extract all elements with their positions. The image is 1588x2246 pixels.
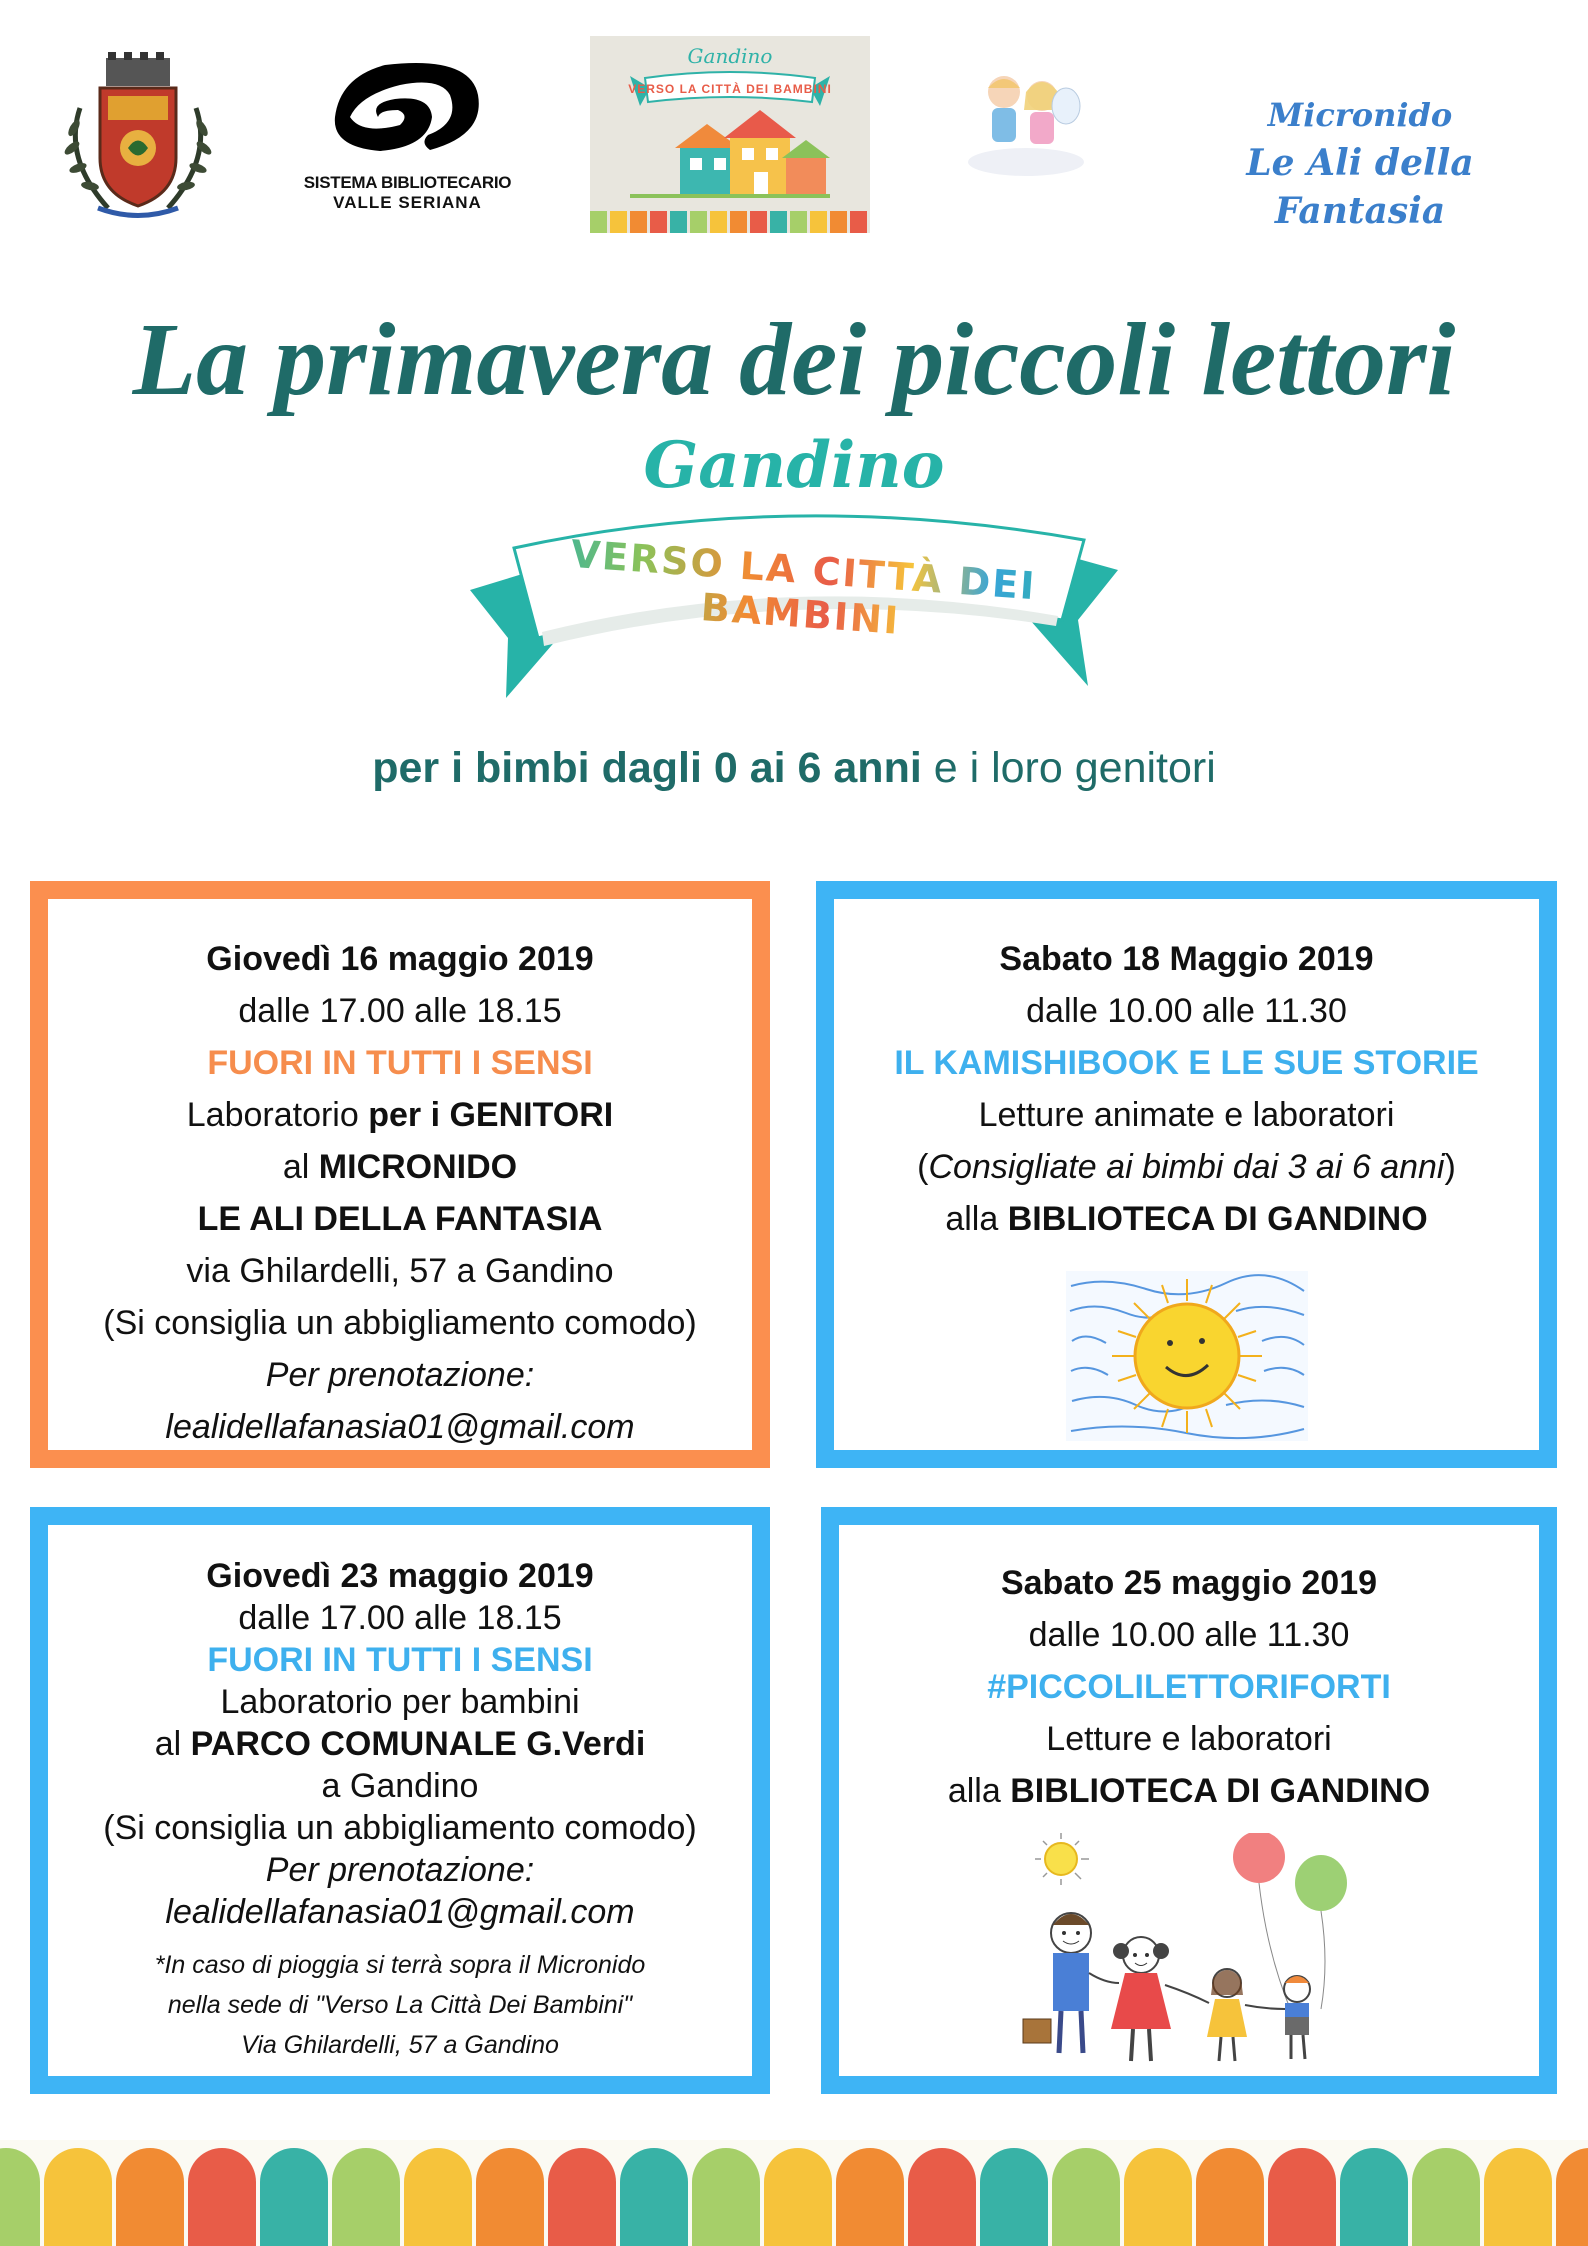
event-line-workshop: Laboratorio per bambini bbox=[220, 1683, 580, 1721]
event-name: FUORI IN TUTTI I SENSI bbox=[207, 1641, 593, 1679]
subtitle-rest: e i loro genitori bbox=[921, 744, 1216, 792]
event-place: alla BIBLIOTECA DI GANDINO bbox=[945, 1200, 1428, 1238]
event-time: dalle 10.00 alle 11.30 bbox=[1028, 1616, 1350, 1654]
kids-on-cloud-logo bbox=[962, 62, 1090, 180]
rain-note-line1: *In caso di pioggia si terrà sopra il Micronido bbox=[154, 1951, 646, 1979]
micronido-line2: Le Ali della Fantasia bbox=[1246, 142, 1474, 232]
event-line-workshop: Laboratorio per i GENITORI bbox=[186, 1096, 614, 1134]
event-line-location: al MICRONIDO bbox=[282, 1148, 518, 1186]
event-name: IL KAMISHIBOOK E LE SUE STORIE bbox=[894, 1044, 1479, 1082]
event-place: al PARCO COMUNALE G.Verdi bbox=[154, 1725, 646, 1763]
micronido-line1: Micronido bbox=[1267, 96, 1453, 134]
banner-gandino-script: Gandino bbox=[643, 428, 945, 503]
event-date: Sabato 18 Maggio 2019 bbox=[999, 940, 1374, 978]
event-date: Giovedì 23 maggio 2019 bbox=[206, 1557, 594, 1595]
sistema-bibliotecario-logo bbox=[300, 55, 515, 215]
verso-la-citta-banner bbox=[462, 420, 1126, 700]
event-date: Sabato 25 maggio 2019 bbox=[1000, 1564, 1378, 1602]
event-booking-email[interactable]: lealidellafanasia01@gmail.com bbox=[165, 1408, 635, 1446]
event-address: via Ghilardelli, 57 a Gandino bbox=[186, 1252, 614, 1290]
event-time: dalle 10.00 alle 11.30 bbox=[1026, 992, 1347, 1030]
event-line-venue: LE ALI DELLA FANTASIA bbox=[197, 1200, 603, 1238]
family-drawing-illustration bbox=[1009, 1833, 1369, 2088]
event-name: FUORI IN TUTTI I SENSI bbox=[207, 1044, 593, 1082]
micronido-logo bbox=[1170, 95, 1550, 235]
verso-la-citta-logo bbox=[590, 36, 870, 233]
rain-note-line2: nella sede di "Verso La Città Dei Bambini" bbox=[167, 1991, 633, 2019]
event-note: (Si consiglia un abbigliamento comodo) bbox=[103, 1304, 697, 1342]
target-audience-subtitle bbox=[0, 740, 1588, 796]
event-line-activity: Letture e laboratori bbox=[1046, 1720, 1332, 1758]
sistema-logo-line2: VALLE SERIANA bbox=[333, 193, 482, 212]
page-title: La primavera dei piccoli lettori bbox=[132, 302, 1456, 417]
sistema-logo-line1: SISTEMA BIBLIOTECARIO bbox=[303, 173, 512, 192]
event-note: (Si consiglia un abbigliamento comodo) bbox=[103, 1809, 697, 1847]
event-time: dalle 17.00 alle 18.15 bbox=[238, 992, 562, 1030]
gandino-small-logo-text: Gandino bbox=[687, 44, 773, 68]
event-date: Giovedì 16 maggio 2019 bbox=[206, 940, 594, 978]
event-name: #PICCOLILETTORIFORTI bbox=[987, 1668, 1391, 1706]
event-place: alla BIBLIOTECA DI GANDINO bbox=[947, 1772, 1431, 1810]
subtitle-bold: per i bimbi dagli 0 ai 6 anni bbox=[372, 744, 922, 792]
event-card-may-25 bbox=[821, 1507, 1557, 2094]
event-booking-email[interactable]: lealidellafanasia01@gmail.com bbox=[165, 1893, 635, 1931]
event-booking-label: Per prenotazione: bbox=[265, 1851, 535, 1889]
gandino-small-logo-banner: VERSO LA CITTÀ DEI BAMBINI bbox=[628, 82, 832, 96]
event-town: a Gandino bbox=[321, 1767, 479, 1805]
bottom-color-stripe bbox=[0, 2140, 1588, 2246]
event-card-may-23 bbox=[30, 1507, 770, 2094]
rain-note-line3: Via Ghilardelli, 57 a Gandino bbox=[241, 2031, 559, 2059]
event-time: dalle 17.00 alle 18.15 bbox=[238, 1599, 562, 1637]
sun-drawing-illustration bbox=[1066, 1271, 1308, 1441]
banner-ribbon-text: VERSO LA CITTÀ DEI BAMBINI bbox=[530, 529, 1075, 654]
event-card-may-18 bbox=[816, 881, 1557, 1468]
municipal-crest-logo bbox=[58, 48, 218, 223]
event-booking-label: Per prenotazione: bbox=[265, 1356, 535, 1394]
event-card-may-16 bbox=[30, 881, 770, 1468]
event-age-note: (Consigliate ai bimbi dai 3 ai 6 anni) bbox=[917, 1148, 1456, 1186]
event-line-activity: Letture animate e laboratori bbox=[978, 1096, 1395, 1134]
